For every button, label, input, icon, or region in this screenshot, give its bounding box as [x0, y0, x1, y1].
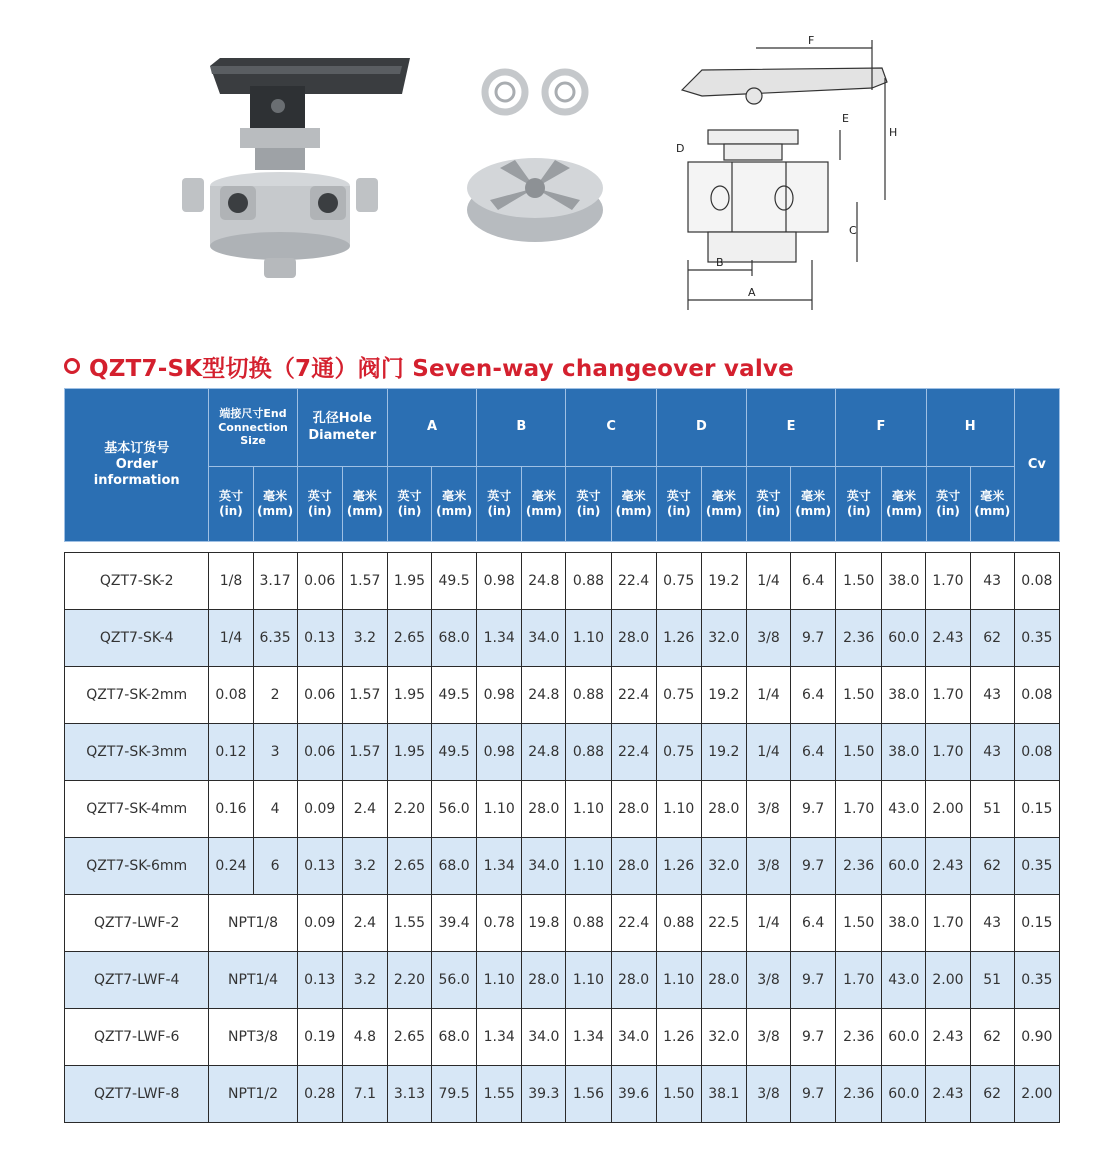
d-mm-cell: 32.0	[701, 838, 746, 895]
b-mm-cell: 19.8	[522, 895, 566, 952]
hole-in-cell: 0.28	[297, 1066, 342, 1123]
header-dim-c: C	[566, 389, 656, 467]
f-in-cell: 1.50	[836, 724, 882, 781]
header-order-info: 基本订货号 Order information	[65, 389, 209, 542]
table-row	[65, 838, 1060, 895]
hole-in-cell: 0.09	[297, 781, 342, 838]
hole-in-cell: 0.13	[297, 838, 342, 895]
unit-mm: 毫米 (mm)	[701, 467, 746, 542]
e-in-cell: 1/4	[746, 553, 790, 610]
unit-inch: 英寸 (in)	[836, 467, 882, 542]
order-number-cell: QZT7-LWF-2	[65, 895, 209, 952]
h-mm-cell: 43	[970, 553, 1014, 610]
b-in-cell: 1.34	[477, 1009, 522, 1066]
end-connection-cell: NPT1/4	[209, 952, 297, 1009]
end-connection-in-cell: 0.24	[209, 838, 253, 895]
end-connection-in-cell: 0.08	[209, 667, 253, 724]
table-row	[65, 553, 1060, 610]
unit-mm: 毫米 (mm)	[342, 467, 387, 542]
end-connection-mm-cell: 3.17	[253, 553, 297, 610]
e-mm-cell: 6.4	[791, 553, 836, 610]
c-mm-cell: 28.0	[611, 838, 656, 895]
order-number-cell: QZT7-SK-2	[65, 553, 209, 610]
a-in-cell: 1.95	[387, 724, 431, 781]
header-end-connection: 端接尺寸End Connection Size	[209, 389, 297, 467]
hole-mm-cell: 2.4	[342, 895, 387, 952]
unit-inch: 英寸 (in)	[566, 467, 611, 542]
hole-mm-cell: 2.4	[342, 781, 387, 838]
a-in-cell: 2.20	[387, 952, 431, 1009]
table-row	[65, 1009, 1060, 1066]
c-mm-cell: 39.6	[611, 1066, 656, 1123]
f-mm-cell: 38.0	[882, 724, 926, 781]
e-mm-cell: 9.7	[791, 1066, 836, 1123]
d-mm-cell: 22.5	[701, 895, 746, 952]
d-in-cell: 1.26	[656, 1009, 701, 1066]
h-in-cell: 2.00	[926, 781, 970, 838]
h-mm-cell: 51	[970, 952, 1014, 1009]
c-in-cell: 1.34	[566, 1009, 611, 1066]
b-in-cell: 0.98	[477, 553, 522, 610]
end-connection-in-cell: 1/8	[209, 553, 253, 610]
cv-cell: 0.08	[1014, 724, 1059, 781]
table-row	[65, 781, 1060, 838]
d-mm-cell: 28.0	[701, 781, 746, 838]
d-mm-cell: 28.0	[701, 952, 746, 1009]
a-in-cell: 2.20	[387, 781, 431, 838]
b-mm-cell: 24.8	[522, 724, 566, 781]
a-in-cell: 1.95	[387, 667, 431, 724]
dimension-drawing	[672, 30, 902, 320]
cv-cell: 0.08	[1014, 553, 1059, 610]
e-in-cell: 3/8	[746, 1066, 790, 1123]
b-in-cell: 0.98	[477, 724, 522, 781]
a-mm-cell: 68.0	[432, 1009, 477, 1066]
h-in-cell: 1.70	[926, 895, 970, 952]
f-in-cell: 1.50	[836, 667, 882, 724]
unit-inch: 英寸 (in)	[746, 467, 790, 542]
a-in-cell: 1.55	[387, 895, 431, 952]
unit-inch: 英寸 (in)	[926, 467, 970, 542]
c-in-cell: 1.56	[566, 1066, 611, 1123]
hole-mm-cell: 7.1	[342, 1066, 387, 1123]
h-mm-cell: 51	[970, 781, 1014, 838]
c-in-cell: 0.88	[566, 553, 611, 610]
valve-product-image	[180, 36, 420, 286]
unit-mm: 毫米 (mm)	[253, 467, 297, 542]
cv-cell: 0.90	[1014, 1009, 1059, 1066]
a-mm-cell: 68.0	[432, 838, 477, 895]
f-mm-cell: 60.0	[882, 838, 926, 895]
h-in-cell: 2.00	[926, 952, 970, 1009]
end-connection-mm-cell: 6.35	[253, 610, 297, 667]
end-connection-in-cell: 0.16	[209, 781, 253, 838]
hole-mm-cell: 3.2	[342, 610, 387, 667]
hole-mm-cell: 1.57	[342, 553, 387, 610]
e-in-cell: 3/8	[746, 781, 790, 838]
cv-cell: 0.08	[1014, 667, 1059, 724]
b-mm-cell: 34.0	[522, 838, 566, 895]
e-in-cell: 3/8	[746, 952, 790, 1009]
e-mm-cell: 6.4	[791, 724, 836, 781]
h-in-cell: 2.43	[926, 838, 970, 895]
h-mm-cell: 43	[970, 724, 1014, 781]
c-in-cell: 0.88	[566, 895, 611, 952]
b-in-cell: 1.34	[477, 610, 522, 667]
h-in-cell: 2.43	[926, 1009, 970, 1066]
e-mm-cell: 9.7	[791, 781, 836, 838]
f-in-cell: 2.36	[836, 1066, 882, 1123]
b-in-cell: 1.34	[477, 838, 522, 895]
b-in-cell: 0.98	[477, 667, 522, 724]
end-connection-mm-cell: 2	[253, 667, 297, 724]
d-mm-cell: 19.2	[701, 724, 746, 781]
order-number-cell: QZT7-SK-3mm	[65, 724, 209, 781]
end-connection-in-cell: 1/4	[209, 610, 253, 667]
e-mm-cell: 9.7	[791, 610, 836, 667]
a-mm-cell: 56.0	[432, 952, 477, 1009]
d-in-cell: 0.75	[656, 667, 701, 724]
d-mm-cell: 19.2	[701, 667, 746, 724]
a-in-cell: 2.65	[387, 838, 431, 895]
unit-mm: 毫米 (mm)	[432, 467, 477, 542]
d-in-cell: 0.75	[656, 553, 701, 610]
hole-in-cell: 0.09	[297, 895, 342, 952]
c-in-cell: 1.10	[566, 610, 611, 667]
d-mm-cell: 32.0	[701, 610, 746, 667]
c-in-cell: 0.88	[566, 667, 611, 724]
a-in-cell: 3.13	[387, 1066, 431, 1123]
end-connection-mm-cell: 3	[253, 724, 297, 781]
b-in-cell: 1.10	[477, 952, 522, 1009]
a-mm-cell: 49.5	[432, 553, 477, 610]
order-number-cell: QZT7-LWF-8	[65, 1066, 209, 1123]
h-mm-cell: 62	[970, 610, 1014, 667]
spec-table-header	[64, 388, 1060, 542]
d-in-cell: 1.26	[656, 610, 701, 667]
dim-label-d: D	[676, 142, 685, 155]
b-in-cell: 1.10	[477, 781, 522, 838]
dim-label-b: B	[716, 256, 724, 269]
h-in-cell: 1.70	[926, 724, 970, 781]
d-mm-cell: 38.1	[701, 1066, 746, 1123]
table-row	[65, 667, 1060, 724]
c-mm-cell: 22.4	[611, 895, 656, 952]
hole-in-cell: 0.06	[297, 553, 342, 610]
e-mm-cell: 6.4	[791, 895, 836, 952]
dim-label-e: E	[842, 112, 849, 125]
a-in-cell: 1.95	[387, 553, 431, 610]
unit-inch: 英寸 (in)	[387, 467, 431, 542]
h-in-cell: 1.70	[926, 667, 970, 724]
c-mm-cell: 34.0	[611, 1009, 656, 1066]
e-in-cell: 1/4	[746, 895, 790, 952]
e-mm-cell: 9.7	[791, 838, 836, 895]
f-in-cell: 2.36	[836, 1009, 882, 1066]
a-mm-cell: 56.0	[432, 781, 477, 838]
order-number-cell: QZT7-SK-4mm	[65, 781, 209, 838]
d-in-cell: 1.26	[656, 838, 701, 895]
end-connection-mm-cell: 6	[253, 838, 297, 895]
unit-mm: 毫米 (mm)	[882, 467, 926, 542]
a-in-cell: 2.65	[387, 1009, 431, 1066]
unit-inch: 英寸 (in)	[209, 467, 253, 542]
header-dim-d: D	[656, 389, 746, 467]
end-connection-cell: NPT3/8	[209, 1009, 297, 1066]
d-in-cell: 0.88	[656, 895, 701, 952]
unit-inch: 英寸 (in)	[656, 467, 701, 542]
c-mm-cell: 22.4	[611, 724, 656, 781]
a-in-cell: 2.65	[387, 610, 431, 667]
cv-cell: 2.00	[1014, 1066, 1059, 1123]
c-mm-cell: 22.4	[611, 667, 656, 724]
b-mm-cell: 28.0	[522, 952, 566, 1009]
cv-cell: 0.35	[1014, 838, 1059, 895]
spec-table	[64, 552, 1060, 1123]
a-mm-cell: 49.5	[432, 667, 477, 724]
d-in-cell: 1.10	[656, 781, 701, 838]
hole-in-cell: 0.06	[297, 724, 342, 781]
d-in-cell: 1.50	[656, 1066, 701, 1123]
unit-inch: 英寸 (in)	[297, 467, 342, 542]
dim-label-a: A	[748, 286, 756, 299]
b-mm-cell: 24.8	[522, 667, 566, 724]
order-number-cell: QZT7-SK-2mm	[65, 667, 209, 724]
cv-cell: 0.35	[1014, 952, 1059, 1009]
b-mm-cell: 34.0	[522, 1009, 566, 1066]
end-connection-in-cell: 0.12	[209, 724, 253, 781]
cv-cell: 0.35	[1014, 610, 1059, 667]
c-mm-cell: 28.0	[611, 781, 656, 838]
hole-mm-cell: 3.2	[342, 838, 387, 895]
cv-cell: 0.15	[1014, 781, 1059, 838]
end-connection-cell: NPT1/8	[209, 895, 297, 952]
e-in-cell: 1/4	[746, 667, 790, 724]
hole-mm-cell: 1.57	[342, 724, 387, 781]
a-mm-cell: 79.5	[432, 1066, 477, 1123]
section-title	[64, 350, 794, 382]
end-connection-cell: NPT1/2	[209, 1066, 297, 1123]
c-in-cell: 1.10	[566, 952, 611, 1009]
h-mm-cell: 62	[970, 1066, 1014, 1123]
f-mm-cell: 38.0	[882, 895, 926, 952]
f-mm-cell: 38.0	[882, 667, 926, 724]
cv-cell: 0.15	[1014, 895, 1059, 952]
c-mm-cell: 28.0	[611, 952, 656, 1009]
f-mm-cell: 43.0	[882, 952, 926, 1009]
e-in-cell: 3/8	[746, 610, 790, 667]
b-in-cell: 0.78	[477, 895, 522, 952]
d-in-cell: 0.75	[656, 724, 701, 781]
order-number-cell: QZT7-LWF-6	[65, 1009, 209, 1066]
rotor-detail-image	[460, 60, 610, 260]
d-in-cell: 1.10	[656, 952, 701, 1009]
h-mm-cell: 62	[970, 1009, 1014, 1066]
h-in-cell: 2.43	[926, 610, 970, 667]
c-mm-cell: 28.0	[611, 610, 656, 667]
unit-mm: 毫米 (mm)	[611, 467, 656, 542]
hole-mm-cell: 4.8	[342, 1009, 387, 1066]
hole-in-cell: 0.06	[297, 667, 342, 724]
f-mm-cell: 60.0	[882, 1066, 926, 1123]
order-number-cell: QZT7-SK-4	[65, 610, 209, 667]
f-mm-cell: 43.0	[882, 781, 926, 838]
f-in-cell: 2.36	[836, 610, 882, 667]
e-mm-cell: 9.7	[791, 952, 836, 1009]
table-row	[65, 895, 1060, 952]
header-dim-e: E	[746, 389, 835, 467]
header-dim-f: F	[836, 389, 926, 467]
unit-mm: 毫米 (mm)	[791, 467, 836, 542]
table-row	[65, 1066, 1060, 1123]
e-in-cell: 3/8	[746, 1009, 790, 1066]
b-mm-cell: 28.0	[522, 781, 566, 838]
a-mm-cell: 68.0	[432, 610, 477, 667]
f-in-cell: 1.50	[836, 553, 882, 610]
circle-bullet-icon	[64, 358, 80, 374]
title-text: QZT7-SK型切换（7通）阀门 Seven-way changeover valve	[89, 355, 794, 382]
f-mm-cell: 38.0	[882, 553, 926, 610]
c-in-cell: 1.10	[566, 838, 611, 895]
order-number-cell: QZT7-SK-6mm	[65, 838, 209, 895]
table-row	[65, 952, 1060, 1009]
unit-mm: 毫米 (mm)	[970, 467, 1014, 542]
h-in-cell: 1.70	[926, 553, 970, 610]
a-mm-cell: 39.4	[432, 895, 477, 952]
unit-mm: 毫米 (mm)	[522, 467, 566, 542]
order-number-cell: QZT7-LWF-4	[65, 952, 209, 1009]
dim-label-h: H	[889, 126, 898, 139]
c-in-cell: 0.88	[566, 724, 611, 781]
f-in-cell: 1.50	[836, 895, 882, 952]
e-in-cell: 3/8	[746, 838, 790, 895]
d-mm-cell: 19.2	[701, 553, 746, 610]
e-in-cell: 1/4	[746, 724, 790, 781]
f-in-cell: 1.70	[836, 952, 882, 1009]
h-mm-cell: 43	[970, 895, 1014, 952]
f-in-cell: 1.70	[836, 781, 882, 838]
unit-row	[65, 467, 1060, 542]
f-mm-cell: 60.0	[882, 610, 926, 667]
header-dim-b: B	[477, 389, 566, 467]
b-mm-cell: 39.3	[522, 1066, 566, 1123]
hole-in-cell: 0.13	[297, 610, 342, 667]
d-mm-cell: 32.0	[701, 1009, 746, 1066]
header-cv: Cv	[1014, 389, 1059, 542]
header-dim-a: A	[387, 389, 476, 467]
table-row	[65, 610, 1060, 667]
b-in-cell: 1.55	[477, 1066, 522, 1123]
table-row	[65, 724, 1060, 781]
hole-mm-cell: 1.57	[342, 667, 387, 724]
end-connection-mm-cell: 4	[253, 781, 297, 838]
dim-label-f: F	[808, 34, 815, 47]
a-mm-cell: 49.5	[432, 724, 477, 781]
b-mm-cell: 24.8	[522, 553, 566, 610]
header-dim-h: H	[926, 389, 1014, 467]
c-in-cell: 1.10	[566, 781, 611, 838]
unit-inch: 英寸 (in)	[477, 467, 522, 542]
hole-in-cell: 0.19	[297, 1009, 342, 1066]
dim-label-c: C	[849, 224, 857, 237]
b-mm-cell: 34.0	[522, 610, 566, 667]
c-mm-cell: 22.4	[611, 553, 656, 610]
e-mm-cell: 9.7	[791, 1009, 836, 1066]
hole-in-cell: 0.13	[297, 952, 342, 1009]
h-mm-cell: 43	[970, 667, 1014, 724]
header-hole-diameter: 孔径Hole Diameter	[297, 389, 387, 467]
hole-mm-cell: 3.2	[342, 952, 387, 1009]
h-in-cell: 2.43	[926, 1066, 970, 1123]
e-mm-cell: 6.4	[791, 667, 836, 724]
f-in-cell: 2.36	[836, 838, 882, 895]
f-mm-cell: 60.0	[882, 1009, 926, 1066]
h-mm-cell: 62	[970, 838, 1014, 895]
